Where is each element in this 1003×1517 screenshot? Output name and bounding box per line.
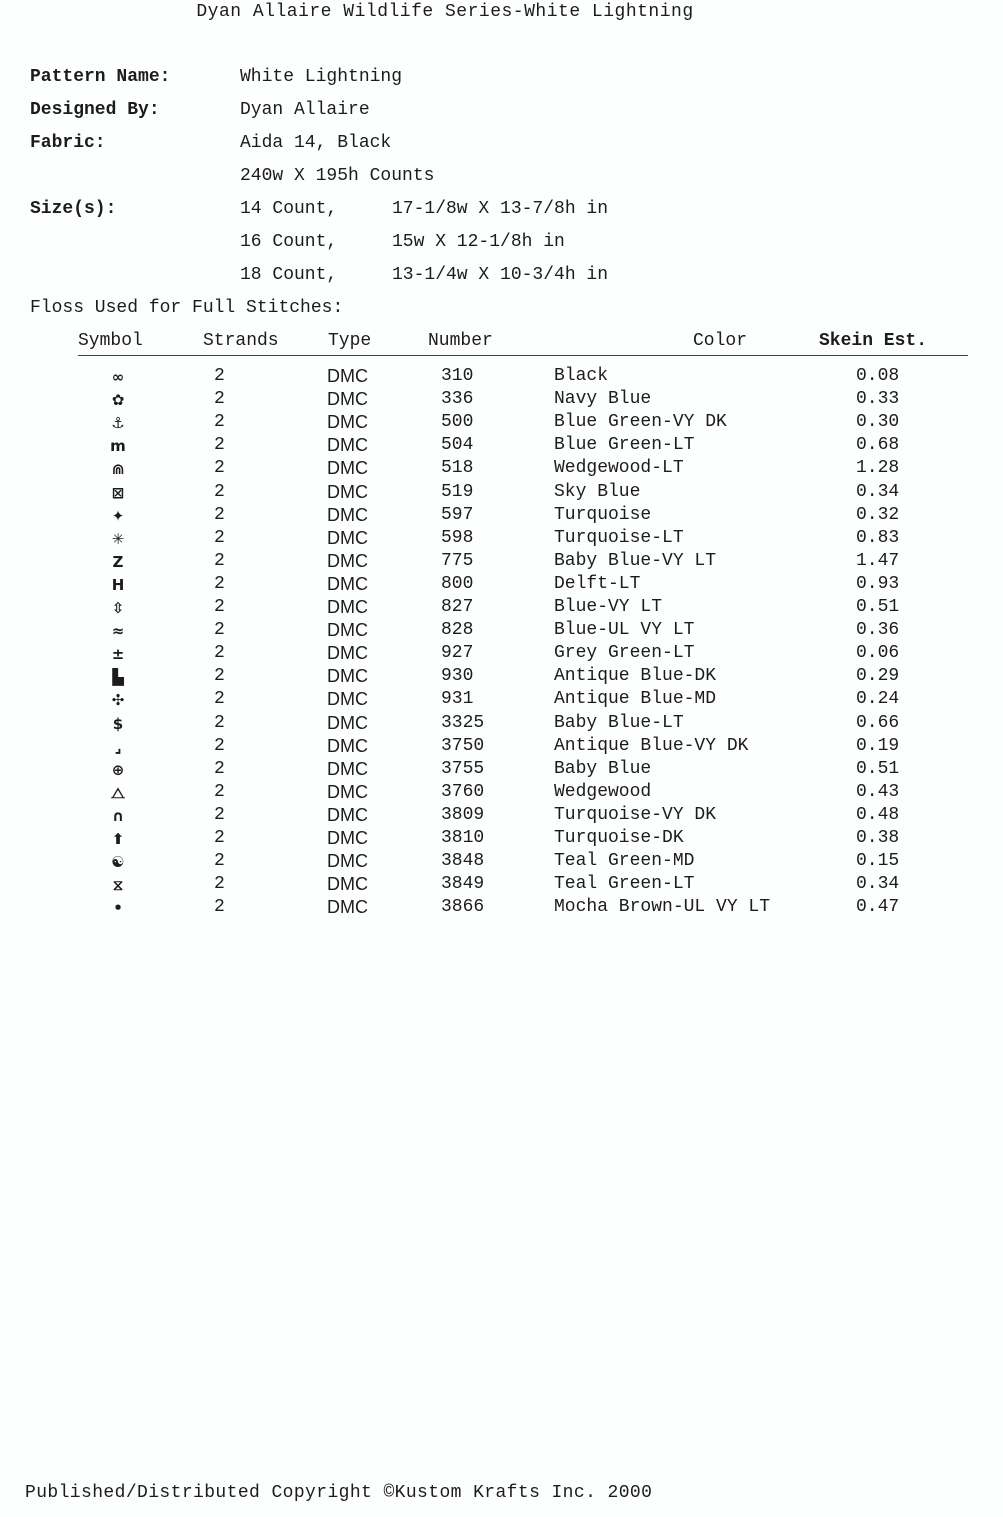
floss-symbol: ≈	[111, 622, 125, 641]
floss-color: Grey Green-LT	[554, 643, 695, 664]
floss-color: Baby Blue-VY LT	[554, 550, 717, 571]
col-symbol: Symbol	[78, 331, 143, 351]
floss-number: 519	[441, 481, 474, 502]
table-row	[0, 551, 1003, 574]
floss-symbol: ⧍	[111, 783, 125, 802]
floss-number: 930	[441, 666, 474, 687]
floss-color: Turquoise	[554, 504, 652, 525]
floss-strands: 2	[214, 689, 225, 710]
table-row	[0, 528, 1003, 551]
copyright-footer: Published/Distributed Copyright ©Kustom Krafts Inc. 2000	[25, 1483, 653, 1503]
table-row	[0, 689, 1003, 712]
floss-type: DMC	[327, 712, 368, 733]
floss-color: Mocha Brown-UL VY LT	[554, 897, 771, 918]
floss-skein-est: 0.48	[856, 804, 900, 825]
table-row	[0, 574, 1003, 597]
pattern-name-label: Pattern Name:	[30, 67, 171, 87]
col-number: Number	[428, 331, 493, 351]
table-row	[0, 435, 1003, 458]
table-row	[0, 482, 1003, 505]
floss-symbol: ✦	[111, 506, 125, 525]
floss-color: Blue Green-LT	[554, 435, 695, 456]
floss-strands: 2	[214, 897, 225, 918]
floss-strands: 2	[214, 804, 225, 825]
floss-type: DMC	[327, 620, 368, 641]
floss-type: DMC	[327, 758, 368, 779]
table-row	[0, 597, 1003, 620]
table-row	[0, 874, 1003, 897]
floss-skein-est: 0.66	[856, 712, 900, 733]
floss-skein-est: 0.08	[856, 366, 900, 386]
floss-strands: 2	[214, 735, 225, 756]
floss-symbol: $	[112, 714, 124, 733]
floss-skein-est: 0.36	[856, 620, 900, 641]
floss-number: 598	[441, 527, 474, 548]
table-row	[0, 412, 1003, 435]
col-skein-est: Skein Est.	[819, 331, 928, 351]
floss-color: Antique Blue-DK	[554, 666, 717, 687]
floss-symbol: ⧖	[112, 876, 124, 895]
floss-type: DMC	[327, 781, 368, 802]
floss-number: 3325	[441, 712, 485, 733]
table-row	[0, 713, 1003, 736]
floss-symbol: H	[111, 575, 125, 594]
table-row	[0, 666, 1003, 689]
table-row	[0, 805, 1003, 828]
floss-color: Blue-VY LT	[554, 597, 663, 617]
col-type: Type	[328, 331, 372, 351]
floss-type: DMC	[327, 851, 368, 872]
floss-color: Baby Blue	[554, 758, 652, 779]
floss-strands: 2	[214, 527, 225, 548]
floss-color: Antique Blue-VY DK	[554, 735, 749, 756]
floss-skein-est: 0.68	[856, 435, 900, 456]
floss-type: DMC	[327, 828, 368, 848]
floss-strands: 2	[214, 643, 225, 664]
floss-type: DMC	[327, 458, 368, 479]
floss-color: Antique Blue-MD	[554, 689, 717, 710]
floss-type: DMC	[327, 804, 368, 825]
floss-skein-est: 0.51	[856, 597, 900, 617]
floss-number: 775	[441, 550, 474, 571]
floss-skein-est: 0.34	[856, 874, 900, 895]
floss-color: Wedgewood-LT	[554, 458, 684, 479]
floss-type: DMC	[327, 527, 368, 548]
floss-color: Blue-UL VY LT	[554, 620, 695, 641]
floss-skein-est: 0.33	[856, 389, 900, 410]
floss-table-header	[78, 331, 968, 356]
floss-type: DMC	[327, 689, 368, 710]
floss-symbol: ⬆	[111, 830, 125, 848]
fabric-label: Fabric:	[30, 133, 106, 153]
floss-symbol: m	[110, 437, 126, 456]
floss-symbol: ±	[111, 645, 125, 664]
floss-number: 3866	[441, 897, 485, 918]
floss-skein-est: 0.32	[856, 504, 900, 525]
floss-number: 927	[441, 643, 474, 664]
floss-skein-est: 0.43	[856, 781, 900, 802]
floss-symbol: ⊕	[111, 760, 125, 779]
stitch-counts: 240w X 195h Counts	[240, 166, 435, 186]
floss-number: 3848	[441, 851, 485, 872]
size-dimensions: 13-1/4w X 10-3/4h in	[392, 265, 609, 285]
floss-symbol: •	[113, 899, 123, 918]
col-strands: Strands	[203, 331, 279, 351]
floss-type: DMC	[327, 735, 368, 756]
page-title: Dyan Allaire Wildlife Series-White Lightning	[196, 2, 694, 22]
floss-symbol: ∩	[111, 806, 125, 825]
floss-strands: 2	[214, 573, 225, 594]
floss-type: DMC	[327, 412, 368, 433]
floss-skein-est: 0.93	[856, 573, 900, 594]
floss-symbol: ✳	[111, 529, 125, 548]
floss-symbol: ⚓	[111, 414, 125, 433]
floss-color: Teal Green-MD	[554, 851, 695, 872]
floss-number: 518	[441, 458, 474, 479]
floss-symbol: ⌟	[114, 737, 122, 756]
table-row	[0, 505, 1003, 528]
table-row	[0, 620, 1003, 643]
table-row	[0, 897, 1003, 920]
floss-strands: 2	[214, 666, 225, 687]
table-row	[0, 736, 1003, 759]
floss-strands: 2	[214, 851, 225, 872]
floss-skein-est: 0.83	[856, 527, 900, 548]
floss-strands: 2	[214, 366, 225, 386]
table-row	[0, 458, 1003, 481]
floss-symbol: ∞	[111, 368, 125, 386]
floss-number: 827	[441, 597, 474, 617]
table-row	[0, 643, 1003, 666]
floss-skein-est: 0.30	[856, 412, 900, 433]
floss-symbol: ✣	[111, 691, 125, 710]
floss-color: Blue Green-VY DK	[554, 412, 727, 433]
floss-skein-est: 0.15	[856, 851, 900, 872]
floss-type: DMC	[327, 597, 368, 617]
table-row	[0, 782, 1003, 805]
floss-symbol: ▙	[112, 668, 124, 687]
col-color: Color	[693, 331, 748, 351]
floss-color: Turquoise-VY DK	[554, 804, 717, 825]
floss-type: DMC	[327, 897, 368, 918]
floss-color: Delft-LT	[554, 573, 641, 594]
floss-heading: Floss Used for Full Stitches:	[30, 298, 344, 318]
floss-skein-est: 0.51	[856, 758, 900, 779]
table-row	[0, 851, 1003, 874]
floss-color: Turquoise-LT	[554, 527, 684, 548]
floss-skein-est: 0.19	[856, 735, 900, 756]
floss-color: Turquoise-DK	[554, 828, 684, 848]
floss-number: 828	[441, 620, 474, 641]
floss-skein-est: 0.34	[856, 481, 900, 502]
floss-strands: 2	[214, 435, 225, 456]
floss-type: DMC	[327, 550, 368, 571]
floss-color: Black	[554, 366, 609, 386]
floss-number: 3755	[441, 758, 485, 779]
floss-number: 3750	[441, 735, 485, 756]
floss-number: 3760	[441, 781, 485, 802]
floss-number: 500	[441, 412, 474, 433]
floss-skein-est: 1.28	[856, 458, 900, 479]
floss-type: DMC	[327, 435, 368, 456]
floss-strands: 2	[214, 828, 225, 848]
floss-skein-est: 0.24	[856, 689, 900, 710]
floss-type: DMC	[327, 366, 368, 386]
floss-symbol: ☯	[111, 853, 125, 872]
floss-strands: 2	[214, 874, 225, 895]
floss-symbol: ✿	[111, 391, 125, 410]
floss-skein-est: 0.29	[856, 666, 900, 687]
floss-symbol: ⇳	[111, 599, 125, 617]
size-count: 16 Count,	[240, 232, 338, 252]
floss-color: Wedgewood	[554, 781, 652, 802]
floss-skein-est: 0.47	[856, 897, 900, 918]
floss-skein-est: 0.38	[856, 828, 900, 848]
floss-strands: 2	[214, 758, 225, 779]
designer-label: Designed By:	[30, 100, 160, 120]
floss-type: DMC	[327, 481, 368, 502]
floss-color: Navy Blue	[554, 389, 652, 410]
floss-number: 800	[441, 573, 474, 594]
size-count: 14 Count,	[240, 199, 338, 219]
floss-symbol: ⋒	[111, 460, 125, 479]
floss-strands: 2	[214, 712, 225, 733]
floss-strands: 2	[214, 550, 225, 571]
floss-type: DMC	[327, 504, 368, 525]
size-count: 18 Count,	[240, 265, 338, 285]
floss-number: 3849	[441, 874, 485, 895]
table-row	[0, 828, 1003, 851]
floss-type: DMC	[327, 643, 368, 664]
size-dimensions: 17-1/8w X 13-7/8h in	[392, 199, 609, 219]
floss-strands: 2	[214, 620, 225, 641]
floss-strands: 2	[214, 781, 225, 802]
floss-number: 931	[441, 689, 474, 710]
floss-skein-est: 1.47	[856, 550, 900, 571]
floss-number: 597	[441, 504, 474, 525]
floss-color: Baby Blue-LT	[554, 712, 684, 733]
floss-type: DMC	[327, 666, 368, 687]
floss-strands: 2	[214, 597, 225, 617]
floss-skein-est: 0.06	[856, 643, 900, 664]
table-row	[0, 366, 1003, 389]
floss-symbol: Z	[112, 552, 124, 571]
floss-number: 310	[441, 366, 474, 386]
floss-type: DMC	[327, 573, 368, 594]
pattern-name: White Lightning	[240, 67, 403, 87]
floss-color: Sky Blue	[554, 481, 641, 502]
floss-number: 336	[441, 389, 474, 410]
floss-number: 3810	[441, 828, 485, 848]
floss-number: 3809	[441, 804, 485, 825]
floss-symbol: ⊠	[111, 483, 125, 502]
floss-strands: 2	[214, 412, 225, 433]
floss-strands: 2	[214, 481, 225, 502]
fabric-value: Aida 14, Black	[240, 133, 392, 153]
floss-type: DMC	[327, 389, 368, 410]
table-row	[0, 389, 1003, 412]
floss-strands: 2	[214, 389, 225, 410]
floss-strands: 2	[214, 504, 225, 525]
floss-color: Teal Green-LT	[554, 874, 695, 895]
floss-type: DMC	[327, 874, 368, 895]
size-dimensions: 15w X 12-1/8h in	[392, 232, 565, 252]
designer-name: Dyan Allaire	[240, 100, 370, 120]
table-row	[0, 759, 1003, 782]
floss-strands: 2	[214, 458, 225, 479]
size-label: Size(s):	[30, 199, 117, 219]
floss-number: 504	[441, 435, 474, 456]
